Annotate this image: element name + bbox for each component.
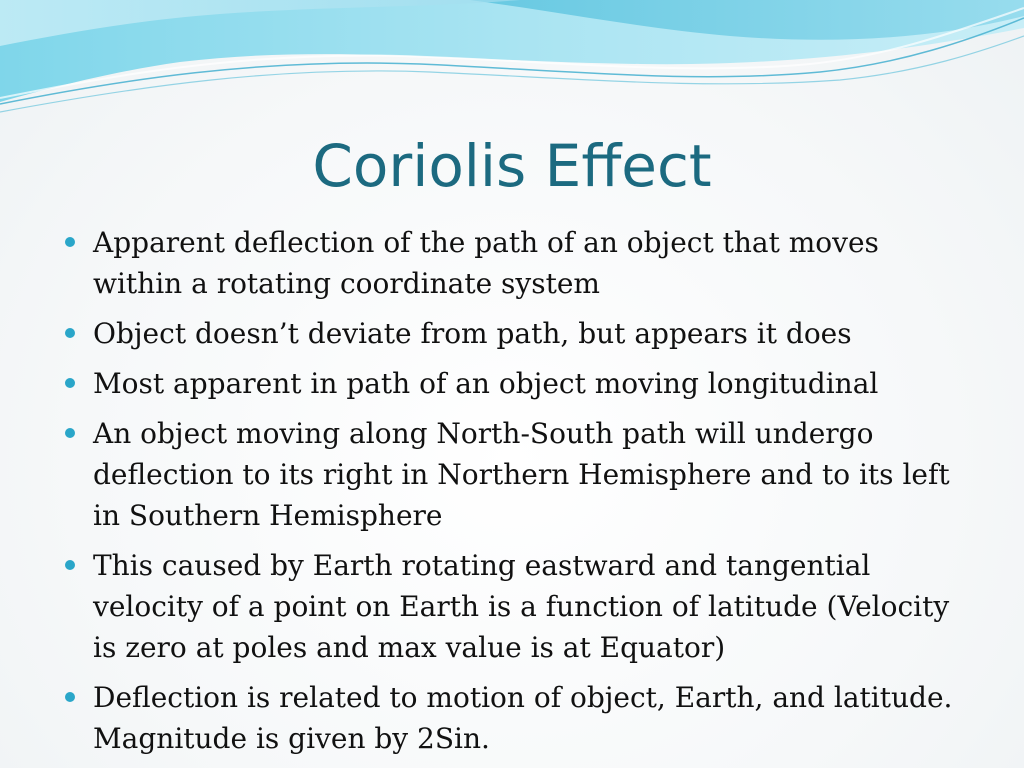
bullet-text: Most apparent in path of an object moving longitudinal [93, 367, 879, 400]
bullet-text: Object doesn’t deviate from path, but appears it does [93, 317, 852, 350]
bullet-text: Deflection is related to motion of object, Earth, and latitude. Magnitude is given by 2Sin. [93, 681, 953, 755]
bullet-item [62, 677, 962, 759]
bullet-item [62, 363, 962, 404]
bullet-dot-icon [65, 692, 75, 702]
bullet-text: This caused by Earth rotating eastward and tangential velocity of a point on Earth is a function of latitude (Velocity is zero at poles and max value is at Equator) [93, 549, 950, 664]
bullet-dot-icon [65, 428, 75, 438]
bullet-dot-icon [65, 237, 75, 247]
bullet-text: Apparent deflection of the path of an object that moves within a rotating coordinate system [93, 226, 879, 300]
bullet-item [62, 545, 962, 668]
bullet-text: An object moving along North-South path will undergo deflection to its right in Northern Hemisphere and to its left in Southern Hemisphere [93, 417, 950, 532]
bullet-item [62, 313, 962, 354]
bullet-list [62, 222, 962, 768]
bullet-dot-icon [65, 378, 75, 388]
bullet-item [62, 222, 962, 304]
bullet-dot-icon [65, 560, 75, 570]
bullet-dot-icon [65, 328, 75, 338]
slide-title: Coriolis Effect [312, 132, 712, 200]
bullet-item [62, 413, 962, 536]
header-wave-decoration [0, 0, 1024, 130]
